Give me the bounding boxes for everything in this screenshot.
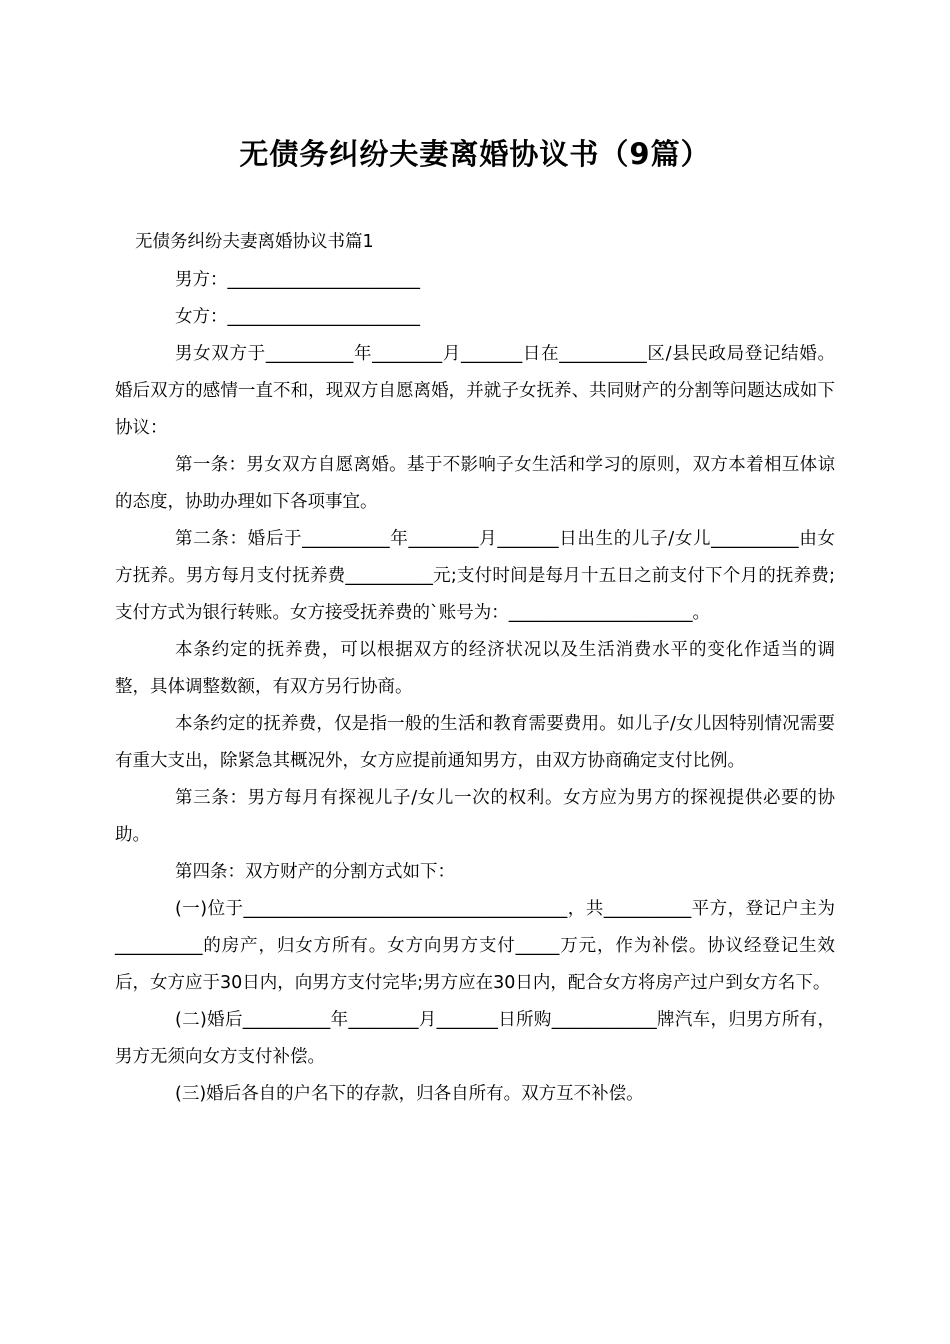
- paragraph: 第三条：男方每月有探视儿子/女儿一次的权利。女方应为男方的探视提供必要的协助。: [115, 788, 835, 845]
- paragraph: 第二条：婚后于__________年________月_______日出生的儿子/女儿__________由女方抚养。男方每月支付抚养费__________元;支付时间是每月十五日之前支付下个月的抚养费;支付方式为银行转账。女方接受抚养费的`账号为：_____________________。: [115, 529, 835, 623]
- section-heading: 无债务纠纷夫妻离婚协议书篇1: [135, 232, 374, 252]
- paragraph: (二)婚后__________年________月_______日所购____________牌汽车，归男方所有，男方无须向女方支付补偿。: [115, 1010, 835, 1067]
- paragraph: (一)位于_____________________________________，共__________平方，登记户主为__________的房产，归女方所有。女方向男方支付_____万元，作为补偿。协议经登记生效后，女方应于30日内，向男方支付完毕;男方应在30日内，配合女方将房产过户到女方名下。: [115, 899, 835, 993]
- paragraph: 男女双方于__________年________月_______日在__________区/县民政局登记结婚。婚后双方的感情一直不和，现双方自愿离婚，并就子女抚养、共同财产的分割等问题达成如下协议：: [115, 344, 835, 438]
- party-female: 女方：______________________: [175, 307, 420, 327]
- paragraph: 本条约定的抚养费，可以根据双方的经济状况以及生活消费水平的变化作适当的调整，具体调整数额，有双方另行协商。: [115, 640, 835, 697]
- paragraph: 第一条：男女双方自愿离婚。基于不影响子女生活和学习的原则，双方本着相互体谅的态度，协助办理如下各项事宜。: [115, 455, 835, 512]
- party-male: 男方：______________________: [175, 270, 420, 290]
- paragraph: 本条约定的抚养费，仅是指一般的生活和教育需要费用。如儿子/女儿因特别情况需要有重大支出，除紧急其概况外，女方应提前通知男方，由双方协商确定支付比例。: [115, 714, 835, 771]
- paragraph: (三)婚后各自的户名下的存款，归各自所有。双方互不补偿。: [175, 1084, 644, 1104]
- document-title: 无债务纠纷夫妻离婚协议书（9篇）: [239, 137, 711, 171]
- paragraph: 第四条：双方财产的分割方式如下：: [175, 862, 455, 882]
- document-body: [115, 262, 835, 1113]
